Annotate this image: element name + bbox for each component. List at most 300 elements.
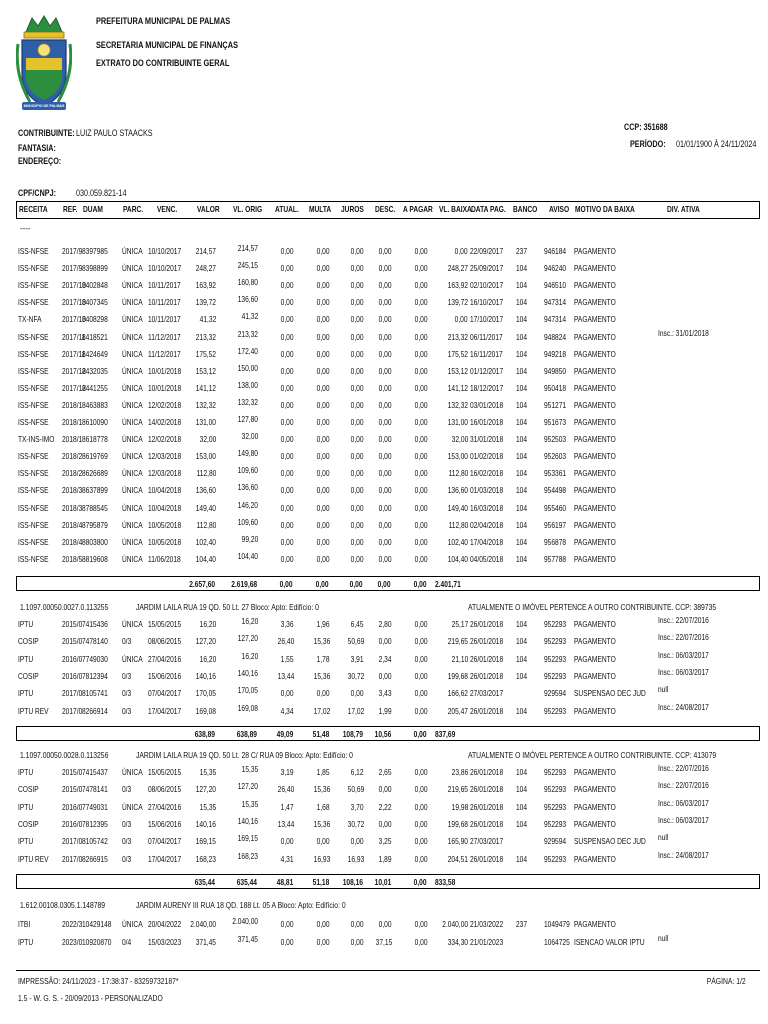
- cell-data-pag: 01/02/2018: [470, 451, 504, 462]
- cell-vl-baixa: 104,40: [447, 553, 468, 564]
- cell-ref: 2017/11: [62, 331, 86, 342]
- cell-atual: 0,00: [281, 485, 294, 496]
- cell-multa: 1,96: [317, 619, 330, 629]
- cell-a-pagar: 0,00: [415, 519, 428, 530]
- cell-vl-baixa: 112,80: [448, 519, 468, 530]
- cell-duam: 8266915: [82, 853, 108, 864]
- cell-a-pagar: 0,00: [415, 818, 428, 829]
- total-multa: 51,48: [312, 729, 329, 739]
- cell-data-pag: 02/10/2017: [470, 280, 504, 291]
- cell-duam: 8402848: [82, 280, 108, 291]
- col-data-pag: DATA PAG.: [471, 204, 506, 214]
- table-row: [16, 260, 760, 277]
- cell-parc: 0/4: [122, 936, 132, 947]
- cell-venc: 15/03/2023: [148, 936, 182, 947]
- cell-banco: 104: [516, 280, 528, 291]
- cell-valor: 175,52: [195, 348, 216, 359]
- cell-vl-orig: 16,20: [241, 616, 258, 626]
- cell-vl-baixa: 131,00: [447, 417, 468, 427]
- table-row: [16, 363, 760, 380]
- cell-juros: 0,00: [351, 434, 364, 445]
- cell-juros: 0,00: [351, 297, 364, 308]
- col-juros: JUROS: [341, 204, 364, 214]
- cell-parc: ÚNICA: [122, 919, 143, 929]
- cell-venc: 20/04/2022: [148, 919, 182, 929]
- cell-duam: 7415437: [82, 767, 108, 777]
- cell-duam: 8637899: [82, 485, 108, 496]
- cell-a-pagar: 0,00: [415, 553, 428, 564]
- cell-receita: IPTU: [18, 836, 34, 847]
- cell-ref: 2015/0: [62, 619, 83, 629]
- cell-motivo: PAGAMENTO: [574, 331, 616, 342]
- cell-valor: 16,20: [199, 653, 216, 664]
- cell-multa: 16,93: [313, 853, 330, 864]
- table-row: [16, 329, 760, 346]
- cell-duam: 8618778: [82, 434, 108, 445]
- cell-multa: 0,00: [317, 417, 330, 427]
- cell-valor: 248,27: [195, 263, 216, 274]
- cell-juros: 0,00: [351, 485, 364, 496]
- header-secretaria: SECRETARIA MUNICIPAL DE FINANÇAS: [96, 40, 239, 50]
- cell-vl-baixa: 21,10: [451, 653, 468, 664]
- total-desc: 10,01: [374, 877, 391, 887]
- cell-multa: 0,00: [317, 382, 330, 393]
- cell-banco: 104: [516, 485, 528, 496]
- cell-receita: ISS-NFSE: [18, 417, 49, 427]
- cell-div-ativa: Insc.: 22/07/2016: [658, 615, 709, 625]
- cell-atual: 0,00: [281, 246, 294, 256]
- section3-property-id: 1.1097.00050.0028.0.113256: [20, 750, 109, 760]
- cell-receita: ISS-NFSE: [18, 382, 49, 393]
- cell-venc: 10/05/2018: [148, 519, 182, 530]
- cell-aviso: 954498: [544, 485, 567, 496]
- cell-a-pagar: 0,00: [415, 784, 428, 795]
- total-atual: 0,00: [280, 579, 293, 589]
- table-row: [16, 500, 760, 517]
- cell-venc: 17/04/2017: [148, 853, 182, 864]
- section2-property-id: 1.1097.00050.0027.0.113255: [20, 602, 109, 612]
- cell-juros: 6,12: [351, 767, 364, 777]
- cell-atual: 0,00: [281, 553, 294, 564]
- cell-multa: 0,00: [317, 519, 330, 530]
- cell-a-pagar: 0,00: [415, 399, 428, 410]
- cell-a-pagar: 0,00: [415, 382, 428, 393]
- table-row: [16, 380, 760, 397]
- cell-receita: IPTU: [18, 767, 34, 777]
- cell-ref: 2017/12: [62, 382, 86, 393]
- cell-div-ativa: Insc.: 22/07/2016: [658, 780, 709, 791]
- cell-banco: 237: [516, 246, 528, 256]
- cell-atual: 0,00: [281, 451, 294, 462]
- cell-valor: 169,15: [195, 836, 216, 847]
- cell-a-pagar: 0,00: [415, 636, 428, 647]
- cell-receita: COSIP: [18, 818, 39, 829]
- cell-receita: IPTU REV: [18, 853, 49, 864]
- col-multa: MULTA: [309, 204, 332, 214]
- cell-aviso: 929594: [544, 688, 567, 699]
- cell-ref: 2018/1: [62, 417, 83, 427]
- cell-data-pag: 02/04/2018: [470, 519, 504, 530]
- periodo-label: PERÍODO:: [630, 139, 666, 149]
- cell-valor: 127,20: [195, 636, 216, 647]
- cell-multa: 0,00: [317, 331, 330, 342]
- cell-multa: 1,85: [317, 767, 330, 777]
- table-row: [16, 517, 760, 534]
- cell-div-ativa: Insc.: 24/08/2017: [658, 849, 709, 860]
- cell-aviso: 929594: [544, 836, 567, 847]
- cell-motivo: PAGAMENTO: [574, 246, 616, 256]
- cell-banco: 104: [516, 519, 528, 530]
- cell-parc: ÚNICA: [122, 468, 143, 479]
- cell-motivo: PAGAMENTO: [574, 263, 616, 274]
- cell-data-pag: 26/01/2018: [470, 653, 504, 664]
- cell-multa: 0,00: [317, 688, 330, 699]
- cell-duam: 8619769: [82, 451, 108, 462]
- cell-vl-orig: 169,15: [237, 833, 258, 844]
- cell-juros: 30,72: [347, 818, 364, 829]
- cell-aviso: 951271: [544, 399, 567, 410]
- cell-desc: 0,00: [379, 399, 392, 410]
- cell-parc: ÚNICA: [122, 297, 143, 308]
- total-multa: 0,00: [316, 579, 329, 589]
- cell-aviso: 1064725: [544, 936, 570, 947]
- cell-vl-baixa: 32,00: [451, 434, 468, 445]
- col-atual: ATUAL.: [275, 204, 299, 214]
- cell-vl-orig: 214,57: [237, 243, 258, 253]
- footer-divider: [16, 970, 760, 971]
- cell-duam: 7415436: [82, 619, 108, 629]
- cell-parc: ÚNICA: [122, 801, 143, 812]
- cell-motivo: PAGAMENTO: [574, 451, 616, 462]
- cell-div-ativa: null: [658, 932, 669, 943]
- cell-atual: 0,00: [281, 399, 294, 410]
- cell-ref: 2017/0: [62, 853, 83, 864]
- endereco-label: ENDEREÇO:: [18, 156, 62, 166]
- col-aviso: AVISO: [549, 204, 570, 214]
- cell-vl-orig: 140,16: [237, 815, 258, 826]
- cell-receita: ISS-NFSE: [18, 485, 49, 496]
- cell-vl-orig: 168,23: [237, 850, 258, 861]
- cell-ref: 2018/1: [62, 434, 83, 445]
- cell-data-pag: 26/01/2018: [470, 636, 504, 647]
- section4-address: JARDIM AURENY III RUA 18 QD. 188 Lt. 05 A Bloco: Apto: Edifício: 0: [136, 900, 346, 910]
- section3-totals: [16, 874, 760, 889]
- cell-atual: 26,40: [277, 784, 294, 795]
- footer-version: 1.5 - W. G. S. - 20/09/2013 - PERSONALIZADO: [18, 993, 163, 1003]
- table-row: [16, 243, 760, 260]
- cell-ref: 2016/0: [62, 670, 83, 681]
- cell-duam: 7478141: [82, 784, 108, 795]
- fantasia-label: FANTASIA:: [18, 143, 56, 153]
- cell-data-pag: 17/04/2018: [470, 536, 504, 547]
- cell-banco: 104: [516, 314, 528, 325]
- cell-multa: 1,68: [317, 801, 330, 812]
- cell-data-pag: 16/11/2017: [470, 348, 503, 359]
- cell-duam: 8626689: [82, 468, 108, 479]
- cell-desc: 0,00: [379, 553, 392, 564]
- cell-parc: ÚNICA: [122, 382, 143, 393]
- cell-multa: 15,36: [313, 818, 330, 829]
- table-row: [16, 346, 760, 363]
- table-row: [16, 294, 760, 311]
- cell-multa: 0,00: [317, 399, 330, 410]
- cell-valor: 140,16: [195, 818, 216, 829]
- cell-multa: 15,36: [313, 670, 330, 681]
- cell-vl-baixa: 166,62: [447, 688, 468, 699]
- cell-desc: 0,00: [379, 519, 392, 530]
- cell-a-pagar: 0,00: [415, 434, 428, 445]
- cell-motivo: PAGAMENTO: [574, 919, 616, 929]
- cell-data-pag: 18/12/2017: [470, 382, 504, 393]
- cell-ref: 2022/3: [62, 919, 83, 929]
- cell-duam: 10429148: [82, 919, 112, 929]
- cell-div-ativa: Insc.: 06/03/2017: [658, 814, 709, 825]
- cell-aviso: 949850: [544, 365, 567, 376]
- cell-a-pagar: 0,00: [415, 280, 428, 291]
- cell-vl-orig: 2.040,00: [232, 916, 258, 926]
- cell-desc: 0,00: [379, 331, 392, 342]
- cell-valor: 136,60: [195, 485, 216, 496]
- cell-atual: 3,36: [281, 619, 294, 629]
- cell-atual: 0,00: [281, 331, 294, 342]
- col-duam: DUAM: [83, 204, 103, 214]
- cell-vl-orig: 136,60: [237, 294, 258, 305]
- cell-multa: 0,00: [317, 348, 330, 359]
- cell-parc: 0/3: [122, 853, 132, 864]
- cell-parc: ÚNICA: [122, 519, 143, 530]
- cell-vl-baixa: 175,52: [447, 348, 468, 359]
- cell-venc: 10/11/2017: [148, 314, 181, 325]
- cell-motivo: PAGAMENTO: [574, 297, 616, 308]
- cell-vl-baixa: 141,12: [447, 382, 468, 393]
- cell-valor: 141,12: [195, 382, 216, 393]
- cell-multa: 15,36: [313, 784, 330, 795]
- cell-venc: 12/03/2018: [148, 451, 182, 462]
- cell-a-pagar: 0,00: [415, 705, 428, 716]
- cell-valor: 15,35: [199, 801, 216, 812]
- cell-multa: 0,00: [317, 936, 330, 947]
- cell-atual: 1,47: [281, 801, 294, 812]
- column-header-bar: [16, 201, 760, 219]
- cell-valor: 139,72: [195, 297, 216, 308]
- cell-motivo: PAGAMENTO: [574, 705, 616, 716]
- table-row: [16, 685, 760, 702]
- cell-vl-orig: 371,45: [237, 933, 258, 944]
- cell-atual: 0,00: [281, 382, 294, 393]
- cell-atual: 0,00: [281, 263, 294, 274]
- cell-juros: 0,00: [351, 688, 364, 699]
- table-row: [16, 465, 760, 482]
- cell-multa: 0,00: [317, 919, 330, 929]
- cell-ref: 2018/2: [62, 451, 83, 462]
- cell-ref: 2016/0: [62, 818, 83, 829]
- cell-banco: 104: [516, 331, 528, 342]
- cell-venc: 10/01/2018: [148, 365, 182, 376]
- cell-aviso: 952293: [544, 801, 567, 812]
- cell-banco: 104: [516, 536, 528, 547]
- cpf-value: 030.059.821-14: [76, 188, 127, 198]
- cell-aviso: 952503: [544, 434, 567, 445]
- cell-valor: 214,57: [195, 246, 216, 256]
- cell-ref: 2015/0: [62, 767, 83, 777]
- cell-atual: 0,00: [281, 297, 294, 308]
- cell-aviso: 952293: [544, 653, 567, 664]
- cell-ref: 2017/11: [62, 348, 86, 359]
- table-row: [16, 764, 760, 781]
- cell-ref: 2017/0: [62, 705, 83, 716]
- cell-duam: 7812394: [82, 670, 108, 681]
- cell-aviso: 952293: [544, 705, 567, 716]
- cell-duam: 7749030: [82, 653, 108, 664]
- cell-banco: 104: [516, 705, 528, 716]
- cell-duam: 8463883: [82, 399, 108, 410]
- cell-motivo: PAGAMENTO: [574, 767, 616, 777]
- cell-juros: 0,00: [351, 919, 364, 929]
- cell-juros: 16,93: [347, 853, 364, 864]
- cell-vl-baixa: 0,00: [455, 314, 468, 325]
- cell-vl-baixa: 219,65: [447, 636, 468, 647]
- table-row: [16, 534, 760, 551]
- cell-motivo: PAGAMENTO: [574, 818, 616, 829]
- cell-motivo: PAGAMENTO: [574, 553, 616, 564]
- cell-vl-orig: 15,35: [241, 764, 258, 774]
- total-desc: 0,00: [378, 579, 391, 589]
- cell-motivo: PAGAMENTO: [574, 502, 616, 513]
- cell-valor: 16,20: [199, 619, 216, 629]
- cell-parc: ÚNICA: [122, 331, 143, 342]
- cell-receita: ISS-NFSE: [18, 519, 49, 530]
- cell-a-pagar: 0,00: [415, 767, 428, 777]
- table-row: [16, 482, 760, 499]
- cell-vl-orig: 127,20: [237, 633, 258, 644]
- contribuinte-label: CONTRIBUINTE:: [18, 128, 75, 138]
- section1-title: ----: [20, 224, 31, 233]
- cell-a-pagar: 0,00: [415, 485, 428, 496]
- coat-of-arms-logo: [16, 14, 72, 114]
- total-vl-baixa: 2.401,71: [435, 579, 461, 589]
- cell-valor: 371,45: [195, 936, 216, 947]
- cell-valor: 132,32: [195, 399, 216, 410]
- cell-juros: 0,00: [351, 936, 364, 947]
- col-div-ativa: DIV. ATIVA: [667, 204, 700, 214]
- cell-aviso: 952293: [544, 784, 567, 795]
- cell-banco: 104: [516, 451, 528, 462]
- cell-juros: 3,91: [351, 653, 364, 664]
- cell-data-pag: 26/01/2018: [470, 670, 504, 681]
- cell-parc: 0/3: [122, 784, 132, 795]
- cell-data-pag: 31/01/2018: [470, 434, 504, 445]
- cell-desc: 0,00: [379, 451, 392, 462]
- cell-duam: 8418521: [82, 331, 108, 342]
- cpf-label: CPF/CNPJ:: [18, 188, 57, 198]
- cell-a-pagar: 0,00: [415, 451, 428, 462]
- cell-atual: 0,00: [281, 688, 294, 699]
- total-juros: 108,79: [342, 729, 363, 739]
- cell-data-pag: 04/05/2018: [470, 553, 504, 564]
- cell-parc: ÚNICA: [122, 451, 143, 462]
- cell-parc: ÚNICA: [122, 767, 143, 777]
- cell-duam: 8105741: [82, 688, 108, 699]
- cell-aviso: 947314: [544, 297, 567, 308]
- cell-vl-orig: 149,80: [237, 448, 258, 459]
- cell-parc: 0/3: [122, 688, 132, 699]
- cell-a-pagar: 0,00: [415, 331, 428, 342]
- cell-desc: 0,00: [379, 468, 392, 479]
- cell-motivo: PAGAMENTO: [574, 636, 616, 647]
- cell-a-pagar: 0,00: [415, 936, 428, 947]
- cell-vl-baixa: 219,65: [447, 784, 468, 795]
- cell-receita: ISS-NFSE: [18, 297, 49, 308]
- cell-venc: 11/12/2017: [148, 348, 181, 359]
- cell-atual: 0,00: [281, 417, 294, 427]
- cell-a-pagar: 0,00: [415, 246, 428, 256]
- cell-receita: ISS-NFSE: [18, 348, 49, 359]
- cell-motivo: PAGAMENTO: [574, 519, 616, 530]
- cell-data-pag: 22/09/2017: [470, 246, 504, 256]
- cell-motivo: PAGAMENTO: [574, 417, 616, 427]
- cell-motivo: ISENCAO VALOR IPTU: [574, 936, 645, 947]
- table-row: [16, 277, 760, 294]
- cell-aviso: 1049479: [544, 919, 570, 929]
- cell-div-ativa: Insc.: 06/03/2017: [658, 649, 709, 660]
- cell-atual: 0,00: [281, 348, 294, 359]
- cell-motivo: PAGAMENTO: [574, 670, 616, 681]
- cell-duam: 8795879: [82, 519, 108, 530]
- cell-ref: 2017/12: [62, 365, 86, 376]
- cell-juros: 0,00: [351, 536, 364, 547]
- cell-desc: 0,00: [379, 417, 392, 427]
- cell-parc: ÚNICA: [122, 280, 143, 291]
- cell-venc: 08/06/2015: [148, 636, 182, 647]
- cell-div-ativa: Insc.: 24/08/2017: [658, 701, 709, 712]
- cell-venc: 07/04/2017: [148, 688, 182, 699]
- section1-totals: [16, 576, 760, 591]
- cell-aviso: 952293: [544, 636, 567, 647]
- cell-juros: 0,00: [351, 502, 364, 513]
- cell-motivo: PAGAMENTO: [574, 399, 616, 410]
- cell-vl-orig: 104,40: [237, 550, 258, 561]
- cell-aviso: 948824: [544, 331, 567, 342]
- table-row: [16, 816, 760, 833]
- cell-parc: ÚNICA: [122, 365, 143, 376]
- cell-parc: ÚNICA: [122, 314, 143, 325]
- cell-vl-baixa: 23,86: [451, 767, 468, 777]
- cell-juros: 0,00: [351, 331, 364, 342]
- cell-motivo: PAGAMENTO: [574, 536, 616, 547]
- cell-banco: 104: [516, 434, 528, 445]
- cell-atual: 4,34: [281, 705, 294, 716]
- cell-desc: 0,00: [379, 280, 392, 291]
- cell-vl-orig: 245,15: [237, 260, 258, 271]
- cell-valor: 140,16: [195, 670, 216, 681]
- cell-aviso: 956197: [544, 519, 567, 530]
- cell-multa: 0,00: [317, 502, 330, 513]
- cell-vl-baixa: 149,40: [447, 502, 468, 513]
- cell-valor: 112,80: [196, 519, 216, 530]
- ccp-value: CCP: 351688: [624, 122, 668, 132]
- cell-banco: 104: [516, 468, 528, 479]
- cell-duam: 8432035: [82, 365, 108, 376]
- cell-juros: 0,00: [351, 836, 364, 847]
- section3-owner-note: ATUALMENTE O IMÓVEL PERTENCE A OUTRO CONTRIBUINTE. CCP: 413079: [468, 750, 717, 760]
- cell-ref: 2018/4: [62, 536, 83, 547]
- cell-valor: 104,40: [195, 553, 216, 564]
- cell-vl-baixa: 0,00: [455, 246, 468, 256]
- cell-vl-baixa: 112,80: [448, 468, 468, 479]
- cell-banco: 104: [516, 670, 528, 681]
- cell-venc: 14/02/2018: [148, 417, 182, 427]
- cell-desc: 0,00: [379, 536, 392, 547]
